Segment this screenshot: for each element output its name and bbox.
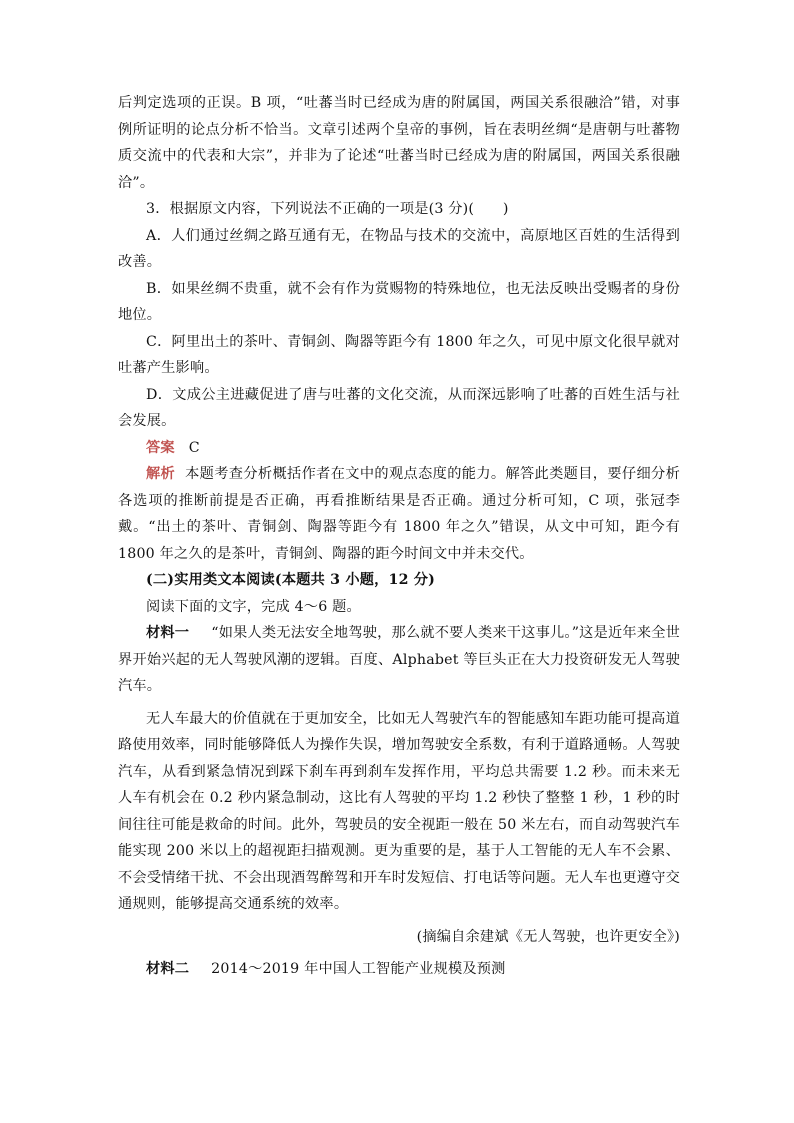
q3-stem: 3．根据原文内容，下列说法不正确的一项是(3 分)( )	[146, 201, 509, 217]
material1-paragraph-2: 无人车最大的价值就在于更加安全，比如无人驾驶汽车的智能感知车距功能可提高道路使用效率，同时能够降低人为操作失误，增加驾驶安全系数，有利于道路通畅。人驾驶汽车，从看到紧急情况到踩下刹车再到刹车发挥作用，平均总共需要 1.2 秒。而未来无人车有机会在 0.2 秒内紧急制动，这比有人驾驶的平均 1.2 秒快了整整 1 秒，1 秒的时间往往可能是救命的时间。此外，驾驶员的安全视距一般在 50 米左右，而自动驾驶汽车能实现 200 米以上的超视距扫描观测。更为重要的是，基于人工智能的无人车不会累、不会受情绪干扰、不会出现酒驾醉驾和开车时发短信、打电话等问题。无人车也更遵守交通规则，能够提高交通系统的效率。	[118, 710, 680, 912]
material1-p1-text: “如果人类无法安全地驾驶，那么就不要人类来干这事儿。”这是近年来全世界开始兴起的无人驾驶风潮的逻辑。百度、Alphabet 等巨头正在大力投资研发无人驾驶汽车。	[118, 625, 680, 694]
material1-paragraph-1	[118, 620, 680, 700]
analysis-label: 解析	[146, 466, 176, 482]
q3-option-d: D．文成公主进藏促进了唐与吐蕃的文化交流，从而深远影响了吐蕃的百姓生活与社会发展。	[118, 386, 680, 429]
q3-option-a: A．人们通过丝绸之路互通有无，在物品与技术的交流中，高原地区百姓的生活得到改善。	[118, 227, 680, 270]
section-title: (二)实用类文本阅读(本题共 3 小题，12 分)	[146, 572, 436, 588]
analysis-text: 本题考查分析概括作者在文中的观点态度的能力。解答此类题目，要仔细分析各选项的推断前提是否正确，再看推断结果是否正确。通过分析可知，C 项，张冠李戴。“出土的茶叶、青铜剑、陶器等距今有 1800 年之久”错误，从文中可知，距今有 1800 年之久的是茶叶，青铜剑、陶器的距今时间文中并未交代。	[118, 466, 680, 562]
q3-answer	[118, 435, 680, 462]
answer-label: 答案	[146, 439, 175, 456]
material1-source: (摘编自余建斌《无人驾驶，也许更安全》)	[416, 928, 680, 945]
q3-analysis	[118, 461, 680, 567]
material1-label: 材料一	[146, 625, 190, 641]
q2-analysis-continued: 后判定选项的正误。B 项，“吐蕃当时已经成为唐的附属国，两国关系很融洽”错，对事例所证明的论点分析不恰当。文章引述两个皇帝的事例，旨在表明丝绸“是唐朝与吐蕃物质交流中的代表和大宗”，并非为了论述“吐蕃当时已经成为唐的附属国，两国关系很融洽”。	[118, 95, 680, 191]
section-instruction: 阅读下面的文字，完成 4～6 题。	[146, 598, 361, 615]
material2-title: 2014～2019 年中国人工智能产业规模及预测	[211, 961, 506, 977]
document-page	[118, 90, 680, 983]
q3-option-b: B．如果丝绸不贵重，就不会有作为赏赐物的特殊地位，也无法反映出受赐者的身份地位。	[118, 280, 680, 323]
q3-option-c: C．阿里出土的茶叶、青铜剑、陶器等距今有 1800 年之久，可见中原文化很早就对吐蕃产生影响。	[118, 333, 680, 376]
material2-label: 材料二	[146, 961, 190, 977]
answer-value: C	[188, 439, 200, 456]
material2-heading	[118, 956, 680, 983]
